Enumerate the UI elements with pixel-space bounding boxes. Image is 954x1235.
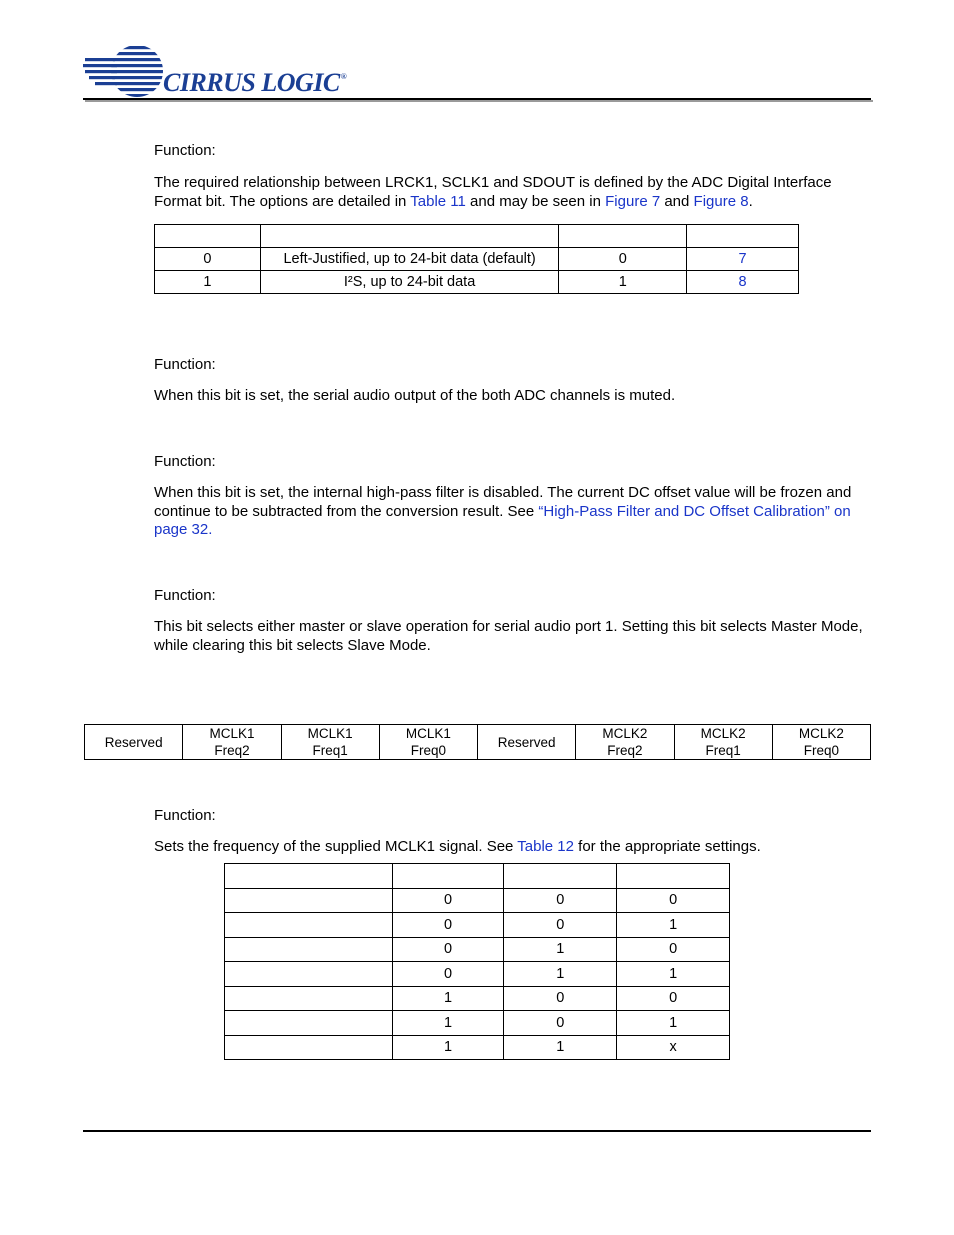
bit-value-cell: 1 xyxy=(504,937,617,962)
bit-value-cell: 0 xyxy=(504,888,617,913)
bit-value-cell: 1 xyxy=(392,1035,504,1060)
register-bit-map xyxy=(84,724,871,760)
cirrus-logic-logo xyxy=(83,44,363,100)
figure-link-cell[interactable]: 8 xyxy=(687,271,799,294)
bit-value-cell: 0 xyxy=(392,937,504,962)
table-header-row xyxy=(225,864,730,889)
label-cell xyxy=(225,937,393,962)
bit-value-cell: 1 xyxy=(392,1011,504,1036)
header-cell xyxy=(559,225,687,248)
table-row xyxy=(155,271,799,294)
section-body: Sets the frequency of the supplied MCLK1 signal. See Table 12 for the appropriate settings. xyxy=(154,838,761,855)
bit-value-cell: 0 xyxy=(617,986,730,1011)
bit-value-cell: 0 xyxy=(504,986,617,1011)
function-label: Function: xyxy=(154,807,216,824)
description-cell: I²S, up to 24-bit data xyxy=(260,271,559,294)
table-row xyxy=(225,986,730,1011)
header-cell xyxy=(225,864,393,889)
figure-8-link[interactable]: Figure 8 xyxy=(693,192,749,210)
bit-cell-3: Reserved xyxy=(477,725,575,760)
table-row xyxy=(225,1011,730,1036)
header-rule-shadow xyxy=(85,100,873,102)
bit-value-cell: 1 xyxy=(392,986,504,1011)
section-body: The required relationship between LRCK1, SCLK1 and SDOUT is defined by the ADC Digital Interface Format bit. The options are detailed in Table 11 and may be seen in Figure 7 and Figure 8. xyxy=(154,174,832,210)
table-row xyxy=(225,1035,730,1060)
dif-value-cell: 1 xyxy=(155,271,261,294)
function-label: Function: xyxy=(154,587,216,604)
bit-value-cell: 0 xyxy=(617,937,730,962)
bit-value-cell: 0 xyxy=(504,1011,617,1036)
table-row xyxy=(155,248,799,271)
bit-value-cell: x xyxy=(617,1035,730,1060)
mclk-frequency-table xyxy=(224,863,730,1060)
table-12-link[interactable]: Table 12 xyxy=(517,838,574,855)
header-cell xyxy=(617,864,730,889)
bit-cell-5: MCLK1 Freq1 xyxy=(281,725,379,760)
mode-cell: 0 xyxy=(559,248,687,271)
bit-value-cell: 0 xyxy=(504,913,617,938)
bit-cell-2: MCLK2 Freq2 xyxy=(576,725,674,760)
table-row xyxy=(225,937,730,962)
figure-7-link[interactable]: Figure 7 xyxy=(605,192,661,210)
label-cell xyxy=(225,986,393,1011)
bit-value-cell: 0 xyxy=(392,962,504,987)
label-cell xyxy=(225,888,393,913)
function-label: Function: xyxy=(154,142,216,159)
header-cell xyxy=(155,225,261,248)
section-body: When this bit is set, the internal high-pass filter is disabled. The current DC offset value will be frozen and continue to be subtracted from the conversion result. See “High-Pass Filter and DC Offset Calibration” on page 32. xyxy=(154,484,852,539)
section-body: This bit selects either master or slave operation for serial audio port 1. Setting this bit selects Master Mode, while clearing this bit selects Slave Mode. xyxy=(154,618,863,654)
label-cell xyxy=(225,1035,393,1060)
figure-link-cell[interactable]: 7 xyxy=(687,248,799,271)
bit-value-cell: 1 xyxy=(504,962,617,987)
bit-cell-1: MCLK2 Freq1 xyxy=(674,725,772,760)
table-header-row xyxy=(155,225,799,248)
bit-value-cell: 0 xyxy=(392,888,504,913)
function-label: Function: xyxy=(154,453,216,470)
bit-cell-7: Reserved xyxy=(85,725,183,760)
register-row xyxy=(85,725,871,760)
section-body: When this bit is set, the serial audio output of the both ADC channels is muted. xyxy=(154,387,676,404)
hpf-section-link[interactable]: “High-Pass Filter and DC Offset Calibration” on page 32. xyxy=(154,502,851,539)
description-cell: Left-Justified, up to 24-bit data (default) xyxy=(260,248,559,271)
bit-cell-0: MCLK2 Freq0 xyxy=(772,725,870,760)
label-cell xyxy=(225,962,393,987)
dif-value-cell: 0 xyxy=(155,248,261,271)
label-cell xyxy=(225,1011,393,1036)
bit-value-cell: 1 xyxy=(504,1035,617,1060)
bit-value-cell: 0 xyxy=(617,888,730,913)
header-cell xyxy=(504,864,617,889)
bit-value-cell: 0 xyxy=(392,913,504,938)
logo-wordmark: CIRRUS LOGIC® xyxy=(163,68,347,97)
label-cell xyxy=(225,913,393,938)
bit-cell-4: MCLK1 Freq0 xyxy=(379,725,477,760)
bit-value-cell: 1 xyxy=(617,1011,730,1036)
header-cell xyxy=(392,864,504,889)
function-label: Function: xyxy=(154,356,216,373)
bit-value-cell: 1 xyxy=(617,962,730,987)
cirrus-globe-icon xyxy=(83,44,167,100)
table-row xyxy=(225,962,730,987)
table-row xyxy=(225,888,730,913)
header-cell xyxy=(260,225,559,248)
mode-cell: 1 xyxy=(559,271,687,294)
table-11-link[interactable]: Table 11 xyxy=(410,192,466,210)
footer-rule xyxy=(83,1130,871,1132)
bit-value-cell: 1 xyxy=(617,913,730,938)
adc-format-table xyxy=(154,224,799,294)
table-row xyxy=(225,913,730,938)
header-cell xyxy=(687,225,799,248)
bit-cell-6: MCLK1 Freq2 xyxy=(183,725,281,760)
